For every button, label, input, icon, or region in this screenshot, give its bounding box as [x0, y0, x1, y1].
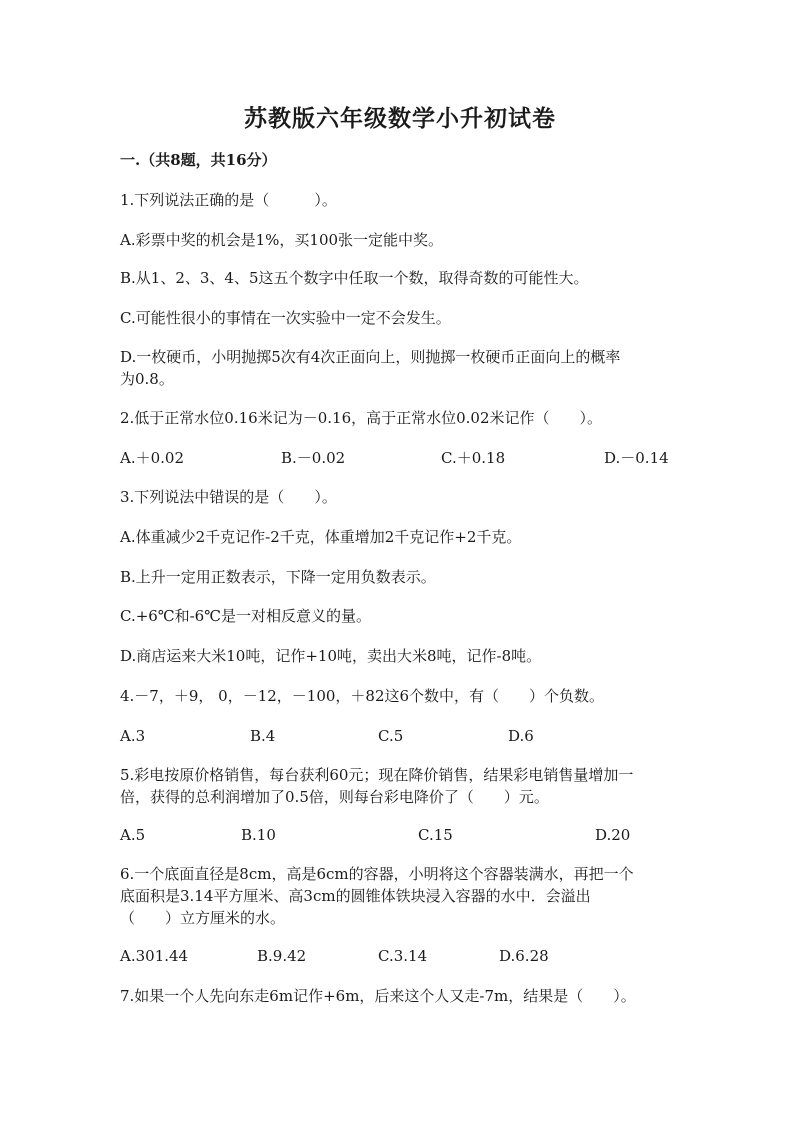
question-1-option-d: D.一枚硬币，小明抛掷5次有4次正面向上，则抛掷一枚硬币正面向上的概率: [120, 348, 621, 366]
question-2-stem: 2.低于正常水位0.16米记为－0.16，高于正常水位0.02米记作（ ）。: [120, 409, 603, 427]
question-3-option-d: D.商店运来大米10吨，记作+10吨，卖出大米8吨，记作-8吨。: [120, 647, 542, 665]
question-7-stem: 7.如果一个人先向东走6m记作+6m，后来这个人又走-7m，结果是（ ）。: [120, 987, 636, 1005]
question-6-stem-cont-2: （ ）立方厘米的水。: [120, 909, 286, 927]
question-5-option-a: A.5: [120, 826, 146, 844]
question-1-option-a: A.彩票中奖的机会是1%，买100张一定能中奖。: [120, 231, 444, 249]
question-5-option-d: D.20: [595, 826, 631, 844]
question-1-option-d-cont: 为0.8。: [120, 370, 174, 388]
question-6-stem-cont-1: 底面积是3.14平方厘米、高3cm的圆锥体铁块浸入容器的水中．会溢出: [120, 887, 591, 905]
question-5-option-c: C.15: [418, 826, 453, 844]
question-3-option-b: B.上升一定用正数表示，下降一定用负数表示。: [120, 568, 436, 586]
section-heading: 一.（共8题，共16分）: [120, 151, 277, 169]
page-title: 苏教版六年级数学小升初试卷: [244, 105, 556, 132]
question-1-option-b: B.从1、2、3、4、5这五个数字中任取一个数，取得奇数的可能性大。: [120, 269, 589, 287]
question-6-stem: 6.一个底面直径是8cm，高是6cm的容器，小明将这个容器装满水，再把一个: [120, 865, 634, 883]
question-2-option-b: B.－0.02: [281, 449, 346, 467]
question-4-option-a: A.3: [120, 727, 146, 745]
question-3-stem: 3.下列说法中错误的是（ ）。: [120, 488, 337, 506]
question-4-option-c: C.5: [378, 727, 404, 745]
question-5-stem: 5.彩电按原价格销售，每台获利60元；现在降价销售，结果彩电销售量增加一: [120, 766, 634, 784]
question-1-option-c: C.可能性很小的事情在一次实验中一定不会发生。: [120, 309, 451, 327]
question-4-option-b: B.4: [250, 727, 276, 745]
question-6-option-b: B.9.42: [257, 947, 307, 965]
question-3-option-a: A.体重减少2千克记作-2千克，体重增加2千克记作+2千克。: [120, 528, 522, 546]
question-5-option-b: B.10: [241, 826, 276, 844]
question-6-option-a: A.301.44: [120, 947, 189, 965]
question-3-option-c: C.+6℃和-6℃是一对相反意义的量。: [120, 607, 371, 625]
question-6-option-d: D.6.28: [499, 947, 549, 965]
question-2-option-a: A.＋0.02: [120, 449, 184, 467]
question-4-stem: 4.－7，＋9， 0，－12，－100，＋82这6个数中，有（ ）个负数。: [120, 687, 605, 705]
question-4-option-d: D.6: [508, 727, 534, 745]
question-2-option-d: D.－0.14: [604, 449, 669, 467]
question-5-stem-cont: 倍，获得的总利润增加了0.5倍，则每台彩电降价了（ ）元。: [120, 788, 549, 806]
question-2-option-c: C.＋0.18: [441, 449, 506, 467]
question-1-stem: 1.下列说法正确的是（ ）。: [120, 191, 337, 209]
question-6-option-c: C.3.14: [378, 947, 428, 965]
